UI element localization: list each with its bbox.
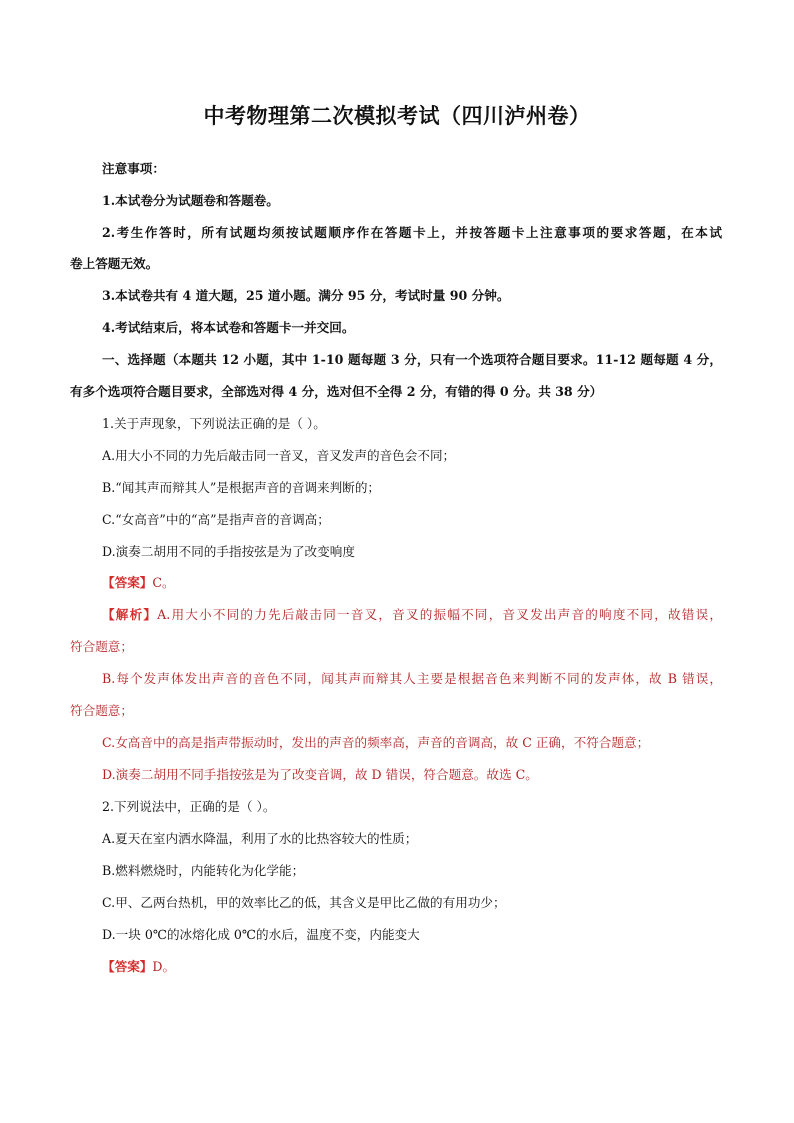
question-2-option-d: D.一块 0℃的冰熔化成 0℃的水后，温度不变，内能变大 (102, 927, 420, 942)
question-1-option-c: C.“女高音”中的“高”是指声音的音调高； (102, 512, 330, 527)
question-2-option-c: C.甲、乙两台热机，甲的效率比乙的低，其含义是甲比乙做的有用功少； (102, 895, 506, 910)
question-1-answer (102, 574, 722, 592)
question-1-stem: 1.关于声现象，下列说法正确的是（ ）。 (102, 416, 326, 431)
answer-tag: 【答案】 (102, 575, 153, 590)
question-1-option-a: A.用大小不同的力先后敲击同一音叉，音叉发声的音色会不同； (102, 448, 456, 463)
section-heading-line1: 一、选择题（本题共 12 小题，其中 1-10 题每题 3 分，只有一个选项符合题目要求。11-12 题每题 4 分， (102, 352, 722, 367)
note-item: 1.本试卷分为试题卷和答题卷。 (102, 193, 279, 208)
analysis-tag: 【解析】 (102, 607, 158, 622)
note-item: 4.考试结束后，将本试卷和答题卡一并交回。 (102, 320, 355, 335)
page-title: 中考物理第二次模拟考试（四川泸州卷） (203, 104, 591, 128)
question-2-option-a: A.夏天在室内洒水降温，利用了水的比热容较大的性质； (102, 831, 418, 846)
question-1-analysis-line: B.每个发声体发出声音的音色不同，闻其声而辩其人主要是根据音色来判断不同的发声体，故 B 错误， (102, 671, 722, 686)
question-1-analysis-line: 符合题意； (70, 639, 133, 654)
note-item: 卷上答题无效。 (70, 256, 159, 271)
analysis-text: A.用大小不同的力先后敲击同一音叉，音叉的振幅不同，音叉发出声音的响度不同，故错误， (157, 607, 722, 622)
question-1-analysis-line: D.演奏二胡用不同手指按弦是为了改变音调，故 D 错误，符合题意。故选 C。 (102, 767, 538, 782)
question-1-analysis-line: C.女高音中的高是指声带振动时，发出的声音的频率高，声音的音调高，故 C 正确，不符合题意； (102, 735, 650, 750)
answer-value: C。 (152, 575, 175, 590)
answer-tag: 【答案】 (102, 959, 153, 974)
question-1-analysis-line: 符合题意； (70, 703, 133, 718)
question-1-analysis-line (102, 606, 722, 624)
section-heading-line2: 有多个选项符合题目要求，全部选对得 4 分，选对但不全得 2 分，有错的得 0 分。共 38 分） (70, 384, 603, 399)
question-2-stem: 2.下列说法中，正确的是（ ）。 (102, 799, 276, 814)
question-2-option-b: B.燃料燃烧时，内能转化为化学能； (102, 863, 305, 878)
note-item: 2.考生作答时，所有试题均须按试题顺序作在答题卡上，并按答题卡上注意事项的要求答题，在本试 (102, 225, 722, 240)
question-2-answer (102, 958, 722, 976)
note-item: 3.本试卷共有 4 道大题，25 道小题。满分 95 分，考试时量 90 分钟。 (102, 288, 510, 303)
question-1-option-b: B.“闻其声而辩其人”是根据声音的音调来判断的； (102, 480, 381, 495)
answer-value: D。 (152, 959, 176, 974)
question-1-option-d: D.演奏二胡用不同的手指按弦是为了改变响度 (102, 544, 355, 559)
notes-heading: 注意事项： (102, 161, 165, 176)
